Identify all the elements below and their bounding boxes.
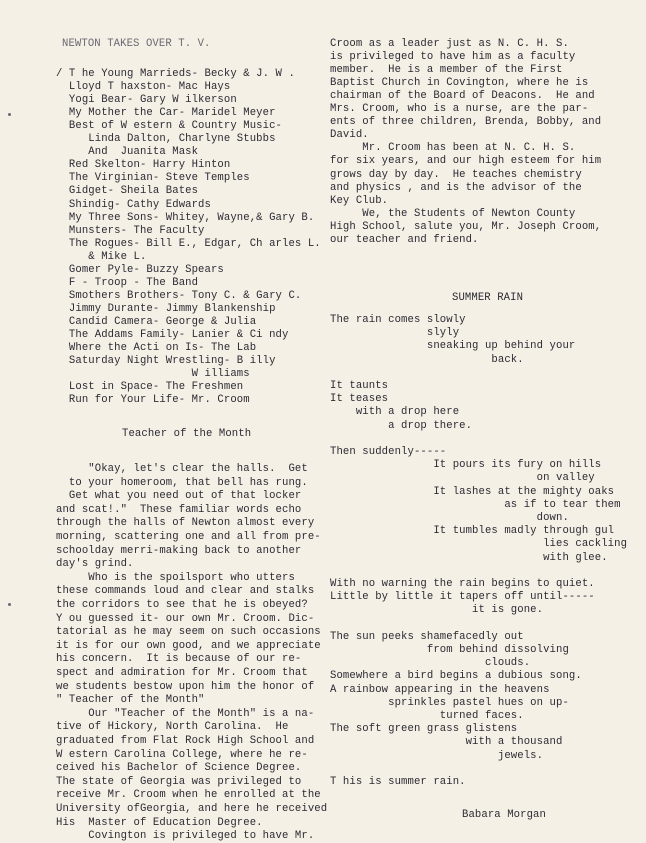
poem-line: It lashes at the mighty oaks — [330, 485, 615, 498]
poem-line: With no warning the rain begins to quiet. — [330, 578, 595, 590]
article-line: David. — [330, 129, 369, 142]
poem-author: Babara Morgan — [462, 809, 546, 821]
tv-list-line: Shindig- Cathy Edwards — [56, 198, 211, 211]
poem-line: sneaking up behind your — [330, 340, 576, 353]
article-line: our teacher and friend. — [330, 233, 479, 246]
article-line: Covington is privileged to have Mr. — [56, 830, 315, 843]
article-line: Croom as a leader just as N. C. H. S. — [330, 38, 569, 50]
poem-line: it is gone. — [330, 604, 544, 617]
tv-list-line: Gomer Pyle- Buzzy Spears — [56, 263, 224, 276]
poem-line: back. — [330, 353, 524, 366]
poem-line: T his is summer rain. — [330, 776, 466, 788]
poem-line: with a drop here — [330, 406, 460, 419]
article-line: it is for our own good, and we appreciate — [56, 639, 321, 652]
poem-line: It tumbles madly through gul — [330, 525, 615, 538]
tv-list-line: F - Troop - The Band — [56, 276, 199, 289]
article-line: His Master of Education Degree. — [56, 816, 263, 829]
tv-heading: NEWTON TAKES OVER T. V. — [62, 38, 211, 50]
poem-line: The sun peeks shamefacedly out — [330, 630, 524, 643]
article-line: High School, salute you, Mr. Joseph Croom, — [330, 220, 602, 233]
article-line: day's grind. — [56, 558, 134, 571]
tv-list-line: Best of W estern & Country Music- — [56, 120, 283, 133]
article-line: Mr. Croom has been at N. C. H. S. — [330, 142, 576, 155]
article-line: graduated from Flat Rock High School and — [56, 735, 315, 747]
poem-line: It taunts — [330, 380, 389, 392]
poem-line: Little by little it tapers off until----- — [330, 591, 595, 604]
tv-list-line: & Mike L. — [56, 250, 147, 263]
article-line: ents of three children, Brenda, Bobby, and — [330, 116, 602, 129]
poem-line: clouds. — [330, 657, 531, 670]
article-line: W estern Carolina College, where he re- — [56, 748, 308, 761]
article-line: through the halls of Newton almost every — [56, 517, 315, 530]
poem-line: with glee. — [330, 551, 608, 564]
article-line: "Okay, let's clear the halls. Get — [56, 463, 308, 475]
tv-list-line: Red Skelton- Harry Hinton — [56, 159, 231, 172]
poem-title: SUMMER RAIN — [452, 292, 524, 304]
article-line: the corridors to see that he is obeyed? — [56, 599, 308, 611]
tv-list-line: Where the Acti on Is- The Lab — [56, 342, 257, 355]
poem-line: The rain comes slowly — [330, 314, 466, 326]
article-line: Key Club. — [330, 194, 389, 207]
poem-line: Then suddenly----- — [330, 446, 447, 458]
article-line: for six years, and our high esteem for him — [330, 155, 602, 168]
article-line: tatorial as he may seem on such occasions — [56, 626, 321, 639]
article-line: Y ou guessed it- our own Mr. Croom. Dic- — [56, 612, 315, 625]
article-line: receive Mr. Croom when he enrolled at the — [56, 789, 321, 802]
poem-line: a drop there. — [330, 419, 473, 432]
tv-list-line: Lost in Space- The Freshmen — [56, 381, 244, 394]
tv-list-line: The Addams Family- Lanier & Ci ndy — [56, 329, 289, 341]
article-line: " Teacher of the Month" — [56, 694, 205, 707]
tv-list-line: And Juanita Mask — [56, 146, 199, 159]
article-line: to your homeroom, that bell has rung. — [56, 476, 308, 489]
poem-line: It teases — [330, 393, 389, 406]
tv-list-line: The Rogues- Bill E., Edgar, Ch arles L. — [56, 237, 321, 250]
poem-line: with a thousand — [330, 736, 563, 749]
article-line: The state of Georgia was privileged to — [56, 775, 302, 788]
tv-list-line: Lloyd T haxston- Mac Hays — [56, 81, 231, 94]
poem-line: Somewhere a bird begins a dubious song. — [330, 670, 582, 683]
tv-list-line: Munsters- The Faculty — [56, 224, 205, 237]
tv-list-line: Candid Camera- George & Julia — [56, 315, 257, 328]
tv-list-line: Saturday Night Wrestling- B illy — [56, 355, 276, 368]
tv-list-line: Run for Your Life- Mr. Croom — [56, 394, 250, 407]
article-line: Baptist Church in Covington, where he is — [330, 77, 589, 90]
article-line: Mrs. Croom, who is a nurse, are the par- — [330, 103, 589, 116]
article-line: grows day by day. He teaches chemistry — [330, 168, 582, 181]
article-line: is privileged to have him as a faculty — [330, 51, 576, 64]
tv-list-line: Jimmy Durante- Jimmy Blankenship — [56, 302, 276, 315]
margin-mark — [8, 113, 11, 116]
tv-list-line: Gidget- Sheila Bates — [56, 185, 199, 198]
tv-list-line: Yogi Bear- Gary W ilkerson — [56, 94, 237, 107]
article-line: spect and admiration for Mr. Croom that — [56, 667, 308, 679]
article-line: Who is the spoilsport who utters — [56, 571, 295, 584]
article-line: his concern. It is because of our re- — [56, 653, 302, 666]
poem-line: down. — [330, 512, 569, 524]
tv-list-line: The Virginian- Steve Temples — [56, 172, 250, 185]
tv-list-line: Linda Dalton, Charlyne Stubbs — [56, 133, 276, 146]
article-line: morning, scattering one and all from pre- — [56, 531, 321, 543]
tv-list-line: My Three Sons- Whitey, Wayne,& Gary B. — [56, 211, 315, 224]
poem-line: as if to tear them — [330, 498, 621, 511]
article-line: chairman of the Board of Deacons. He and — [330, 90, 595, 103]
article-line: these commands loud and clear and stalks — [56, 585, 315, 598]
article-line: and scat!." These familiar words echo — [56, 503, 302, 516]
tv-list-line: / T he Young Marrieds- Becky & J. W . — [56, 68, 295, 80]
tv-list-line: Smothers Brothers- Tony C. & Gary C. — [56, 289, 302, 302]
poem-line: turned faces. — [330, 710, 524, 722]
article-line: University ofGeorgia, and here he received — [56, 803, 328, 815]
article-line: Get what you need out of that locker — [56, 490, 302, 503]
poem-line: from behind dissolving — [330, 644, 569, 656]
margin-mark — [8, 603, 11, 606]
article-line: member. He is a member of the First — [330, 64, 563, 77]
poem-line: A rainbow appearing in the heavens — [330, 683, 550, 696]
poem-line: jewels. — [330, 749, 544, 762]
tv-list-line: My Mother the Car- Maridel Meyer — [56, 107, 276, 120]
article-line: Our "Teacher of the Month" is a na- — [56, 707, 315, 720]
article-line: We, the Students of Newton County — [330, 207, 576, 220]
poem-line: The soft green grass glistens — [330, 723, 518, 736]
poem-line: slyly — [330, 327, 460, 340]
article-title: Teacher of the Month — [122, 428, 252, 440]
article-line: ceived his Bachelor of Science Degree. — [56, 762, 302, 775]
article-line: we students bestow upon him the honor of — [56, 680, 315, 693]
poem-line: on valley — [330, 472, 595, 485]
article-line: tive of Hickory, North Carolina. He — [56, 721, 289, 734]
tv-list-line: W illiams — [56, 368, 250, 381]
poem-line: sprinkles pastel hues on up- — [330, 696, 569, 709]
article-line: and physics , and is the advisor of the — [330, 181, 582, 194]
article-line: schoolday merri-making back to another — [56, 544, 302, 557]
poem-line: lies cackling — [330, 538, 628, 551]
poem-line: It pours its fury on hills — [330, 459, 602, 472]
